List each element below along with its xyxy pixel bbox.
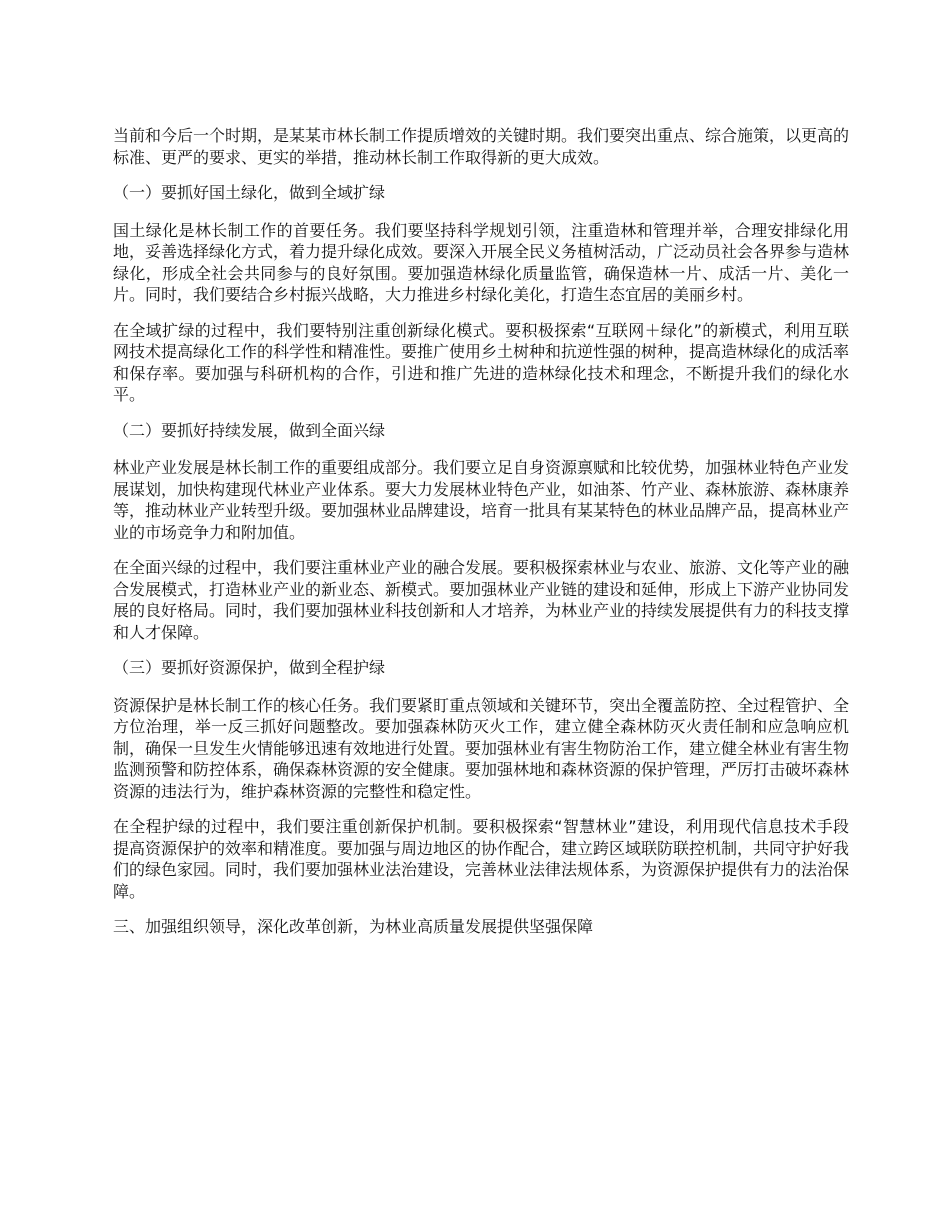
paragraph-development-1: 林业产业发展是林长制工作的重要组成部分。我们要立足自身资源禀赋和比较优势，加强林业特色产业发展谋划，加快构建现代林业产业体系。要大力发展林业特色产业，如油茶、竹产业、森林旅游、森林康养等，推动林业产业转型升级。要加强林业品牌建设，培育一批具有某某特色的林业品牌产品，提高林业产业的市场竞争力和附加值。 (113, 458, 850, 542)
section-heading-3: （三）要抓好资源保护，做到全程护绿 (113, 658, 386, 677)
paragraph-greening-2: 在全域扩绿的过程中，我们要特别注重创新绿化模式。要积极探索“互联网＋绿化”的新模式，利用互联网技术提高绿化工作的科学性和精准性。要推广使用乡土树种和抗逆性强的树种，提高造林绿化的成活率和保存率。要加强与科研机构的合作，引进和推广先进的造林绿化技术和理念，不断提升我们的绿化水平。 (113, 320, 850, 404)
paragraph-intro: 当前和今后一个时期，是某某市林长制工作提质增效的关键时期。我们要突出重点、综合施策，以更高的标准、更严的要求、更实的举措，推动林长制工作取得新的更大成效。 (113, 126, 850, 167)
chapter-heading-3: 三、加强组织领导，深化改革创新，为林业高质量发展提供坚强保障 (113, 917, 594, 936)
paragraph-protection-2: 在全程护绿的过程中，我们要注重创新保护机制。要积极探索“智慧林业”建设，利用现代信息技术手段提高资源保护的效率和精准度。要加强与周边地区的协作配合，建立跨区域联防联控机制，共同守护好我们的绿色家园。同时，我们要加强林业法治建设，完善林业法律法规体系，为资源保护提供有力的法治保障。 (113, 817, 850, 901)
paragraph-development-2: 在全面兴绿的过程中，我们要注重林业产业的融合发展。要积极探索林业与农业、旅游、文化等产业的融合发展模式，打造林业产业的新业态、新模式。要加强林业产业链的建设和延伸，形成上下游产业协同发展的良好格局。同时，我们要加强林业科技创新和人才培养，为林业产业的持续发展提供有力的科技支撑和人才保障。 (113, 558, 850, 642)
document-body (113, 125, 849, 954)
section-heading-1: （一）要抓好国土绿化，做到全域扩绿 (113, 183, 386, 202)
paragraph-protection-1: 资源保护是林长制工作的核心任务。我们要紧盯重点领域和关键环节，突出全覆盖防控、全过程管护、全方位治理，举一反三抓好问题整改。要加强森林防灭火工作，建立健全森林防灭火责任制和应急响应机制，确保一旦发生火情能够迅速有效地进行处置。要加强林业有害生物防治工作，建立健全林业有害生物监测预警和防控体系，确保森林资源的安全健康。要加强林地和森林资源的保护管理，严厉打击破坏森林资源的违法行为，维护森林资源的完整性和稳定性。 (113, 695, 850, 801)
paragraph-greening-1: 国土绿化是林长制工作的首要任务。我们要坚持科学规划引领，注重造林和管理并举，合理安排绿化用地，妥善选择绿化方式，着力提升绿化成效。要深入开展全民义务植树活动，广泛动员社会各界参与造林绿化，形成全社会共同参与的良好氛围。要加强造林绿化质量监管，确保造林一片、成活一片、美化一片。同时，我们要结合乡村振兴战略，大力推进乡村绿化美化，打造生态宜居的美丽乡村。 (113, 220, 850, 304)
section-heading-2: （二）要抓好持续发展，做到全面兴绿 (113, 420, 386, 440)
